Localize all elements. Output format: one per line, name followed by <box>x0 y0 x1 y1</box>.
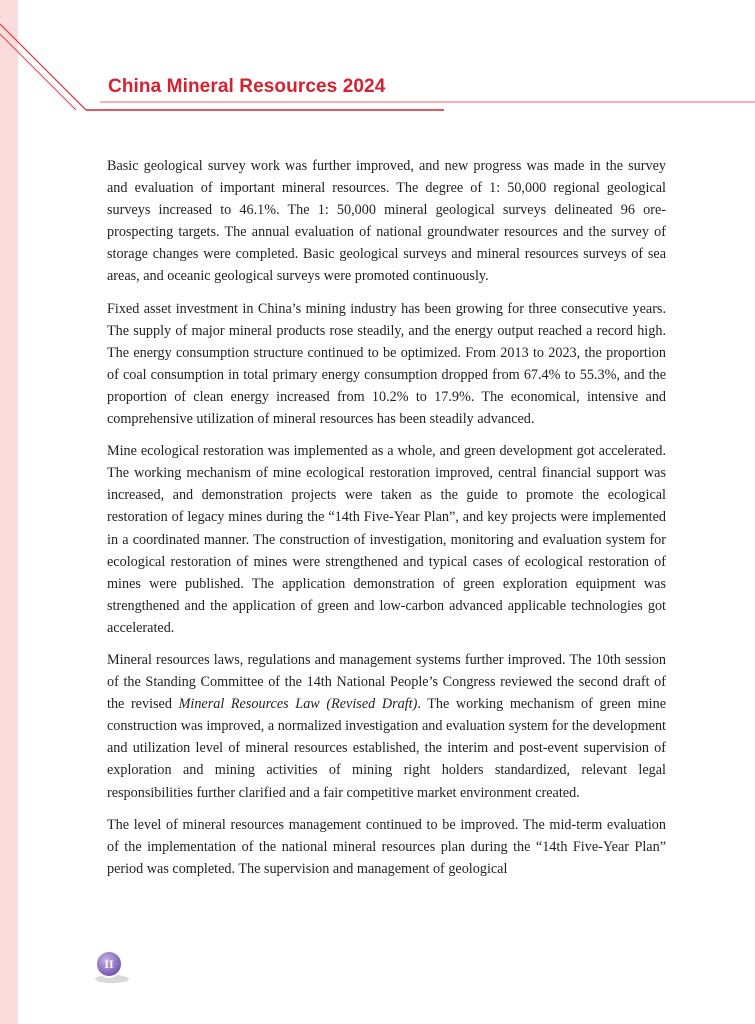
running-header-title: China Mineral Resources 2024 <box>108 76 386 97</box>
paragraph-management-level: The level of mineral resources management continued to be improved. The mid-term evaluation of the implementation of the national mineral resources plan during the “14th Five-Year Plan” period was completed. The supervision and management of geological <box>107 816 666 877</box>
paragraph-geological-survey: Basic geological survey work was further improved, and new progress was made in the survey and evaluation of important mineral resources. The degree of 1: 50,000 regional geological surveys increased to 46.1%. The 1: 50,000 mineral geological surveys delineated 96 ore-prospecting targets. The annual evaluation of national groundwater resources and the survey of storage changes were completed. Basic geological surveys and mineral resources surveys of sea areas, and oceanic geological surveys were promoted continuously. <box>107 158 666 285</box>
header-diagonal-line-inner <box>0 34 76 110</box>
paragraph-laws-regulations <box>107 649 666 804</box>
paragraph-laws-text-before: Mineral resources laws, regulations and management systems further improved. The 10th session of the Standing Committee of the 14th National People’s Congress reviewed the second draft of the revised <box>107 651 666 713</box>
header-decoration <box>0 0 755 120</box>
paragraph-laws-text-after: . The working mechanism of green mine construction was improved, a normalized investigation and evaluation system for the development and utilization level of mineral resources established, the interim and post-event supervision of exploration and mining activities of mining right holders standardized, relevant legal responsibilities further clarified and a fair competitive market environment created. <box>107 696 666 801</box>
header-diagonal-line-outer <box>0 24 86 110</box>
law-title-italic: Mineral Resources Law (Revised Draft) <box>178 696 418 713</box>
paragraph-ecological-restoration: Mine ecological restoration was implemented as a whole, and green development got accelerated. The working mechanism of mine ecological restoration improved, central financial support was increased, and demonstration projects were taken as the guide to promote the ecological restoration of legacy mines during the “14th Five-Year Plan”, and key projects were implemented in a coordinated manner. The construction of investigation, monitoring and evaluation system for ecological restoration of mines were strengthened and typical cases of ecological restoration of mines were published. The application demonstration of green exploration equipment was strengthened and the application of green and low-carbon advanced applicable technologies got accelerated. <box>107 443 666 636</box>
paragraph-fixed-asset-investment: Fixed asset investment in China’s mining industry has been growing for three consecutive years. The supply of major mineral products rose steadily, and the energy output reached a record high. The energy consumption structure continued to be optimized. From 2013 to 2023, the proportion of coal consumption in total primary energy consumption dropped from 67.4% to 55.3%, and the proportion of clean energy increased from 10.2% to 17.9%. The economical, intensive and comprehensive utilization of mineral resources has been steadily advanced. <box>107 300 666 428</box>
page-number: II <box>104 957 114 971</box>
body-text <box>107 155 666 890</box>
left-margin-band <box>0 0 18 1024</box>
